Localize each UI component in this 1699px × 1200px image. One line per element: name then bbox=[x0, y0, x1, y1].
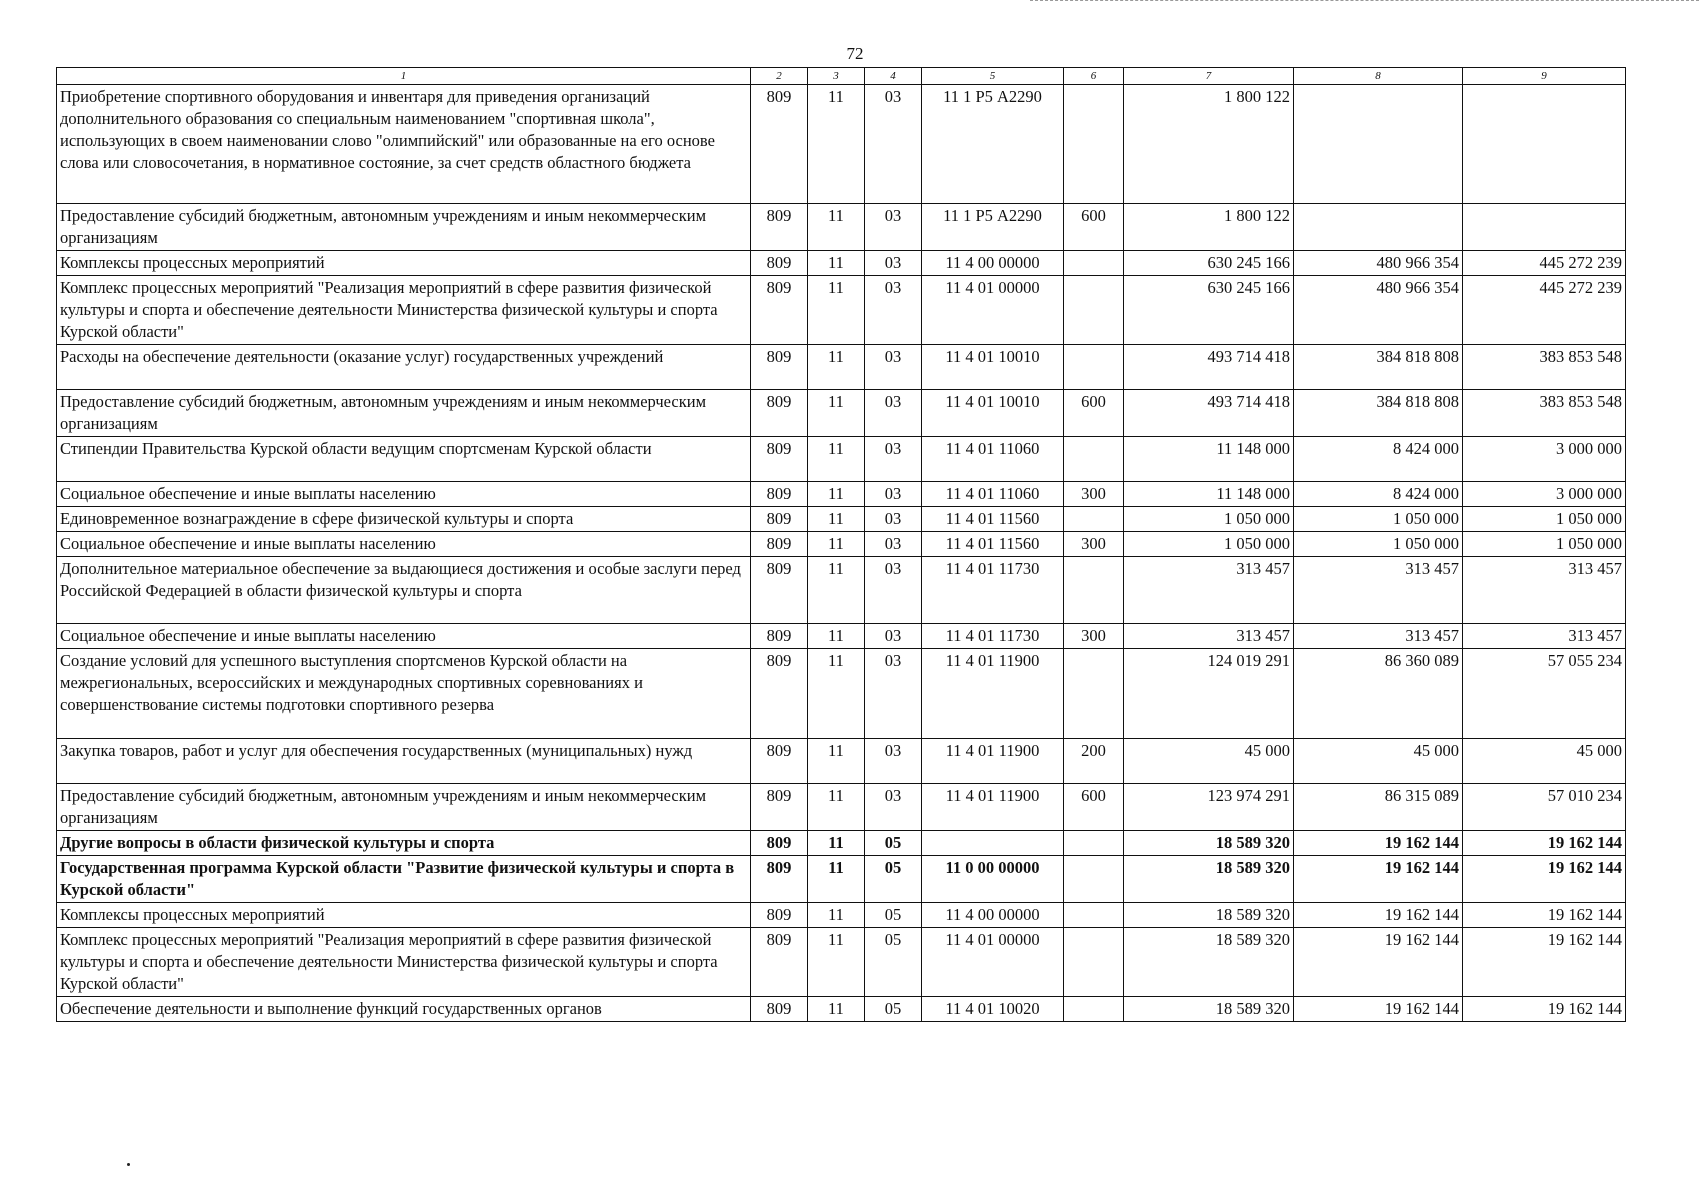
row-sum-col9: 19 162 144 bbox=[1463, 928, 1626, 997]
header-col-7: 7 bbox=[1124, 68, 1294, 85]
row-code-subsection: 03 bbox=[865, 437, 922, 482]
row-sum-col7: 1 800 122 bbox=[1124, 85, 1294, 204]
table-row bbox=[57, 557, 1626, 624]
row-code-section: 11 bbox=[808, 204, 865, 251]
row-sum-col9: 19 162 144 bbox=[1463, 903, 1626, 928]
table-row bbox=[57, 784, 1626, 831]
row-code-section: 11 bbox=[808, 928, 865, 997]
row-code-section: 11 bbox=[808, 997, 865, 1022]
row-code-expense-type bbox=[1064, 437, 1124, 482]
row-code-target: 11 4 01 11900 bbox=[922, 649, 1064, 739]
row-name: Комплексы процессных мероприятий bbox=[57, 903, 751, 928]
row-name: Единовременное вознаграждение в сфере физической культуры и спорта bbox=[57, 507, 751, 532]
row-code-section: 11 bbox=[808, 856, 865, 903]
row-code-expense-type bbox=[1064, 345, 1124, 390]
row-sum-col8: 480 966 354 bbox=[1294, 276, 1463, 345]
row-sum-col8: 384 818 808 bbox=[1294, 345, 1463, 390]
row-sum-col8: 19 162 144 bbox=[1294, 928, 1463, 997]
row-code-expense-type bbox=[1064, 507, 1124, 532]
row-code-subsection: 03 bbox=[865, 85, 922, 204]
row-code-subsection: 03 bbox=[865, 624, 922, 649]
row-code-subsection: 05 bbox=[865, 928, 922, 997]
row-sum-col7: 630 245 166 bbox=[1124, 276, 1294, 345]
row-code-section: 11 bbox=[808, 532, 865, 557]
table-row bbox=[57, 507, 1626, 532]
scan-speck bbox=[127, 1163, 130, 1166]
header-col-6: 6 bbox=[1064, 68, 1124, 85]
row-sum-col7: 18 589 320 bbox=[1124, 928, 1294, 997]
header-col-4: 4 bbox=[865, 68, 922, 85]
row-code-subsection: 03 bbox=[865, 739, 922, 784]
row-sum-col7: 1 800 122 bbox=[1124, 204, 1294, 251]
table-row bbox=[57, 345, 1626, 390]
table-row bbox=[57, 482, 1626, 507]
row-name: Создание условий для успешного выступления спортсменов Курской области на межрегиональных, всероссийских и международных спортивных соревнованиях и совершенствование системы подготовки спортивного резерва bbox=[57, 649, 751, 739]
row-code-ministry: 809 bbox=[751, 831, 808, 856]
row-sum-col8: 86 315 089 bbox=[1294, 784, 1463, 831]
row-sum-col7: 11 148 000 bbox=[1124, 437, 1294, 482]
row-sum-col8: 1 050 000 bbox=[1294, 507, 1463, 532]
row-name: Предоставление субсидий бюджетным, автономным учреждениям и иным некоммерческим организациям bbox=[57, 204, 751, 251]
row-sum-col7: 1 050 000 bbox=[1124, 532, 1294, 557]
row-sum-col8: 19 162 144 bbox=[1294, 997, 1463, 1022]
row-sum-col7: 124 019 291 bbox=[1124, 649, 1294, 739]
row-sum-col8: 19 162 144 bbox=[1294, 831, 1463, 856]
table-row bbox=[57, 903, 1626, 928]
row-code-target: 11 4 01 11060 bbox=[922, 437, 1064, 482]
row-code-expense-type: 600 bbox=[1064, 784, 1124, 831]
row-code-expense-type bbox=[1064, 928, 1124, 997]
row-code-target: 11 4 01 11060 bbox=[922, 482, 1064, 507]
table-header-row bbox=[57, 68, 1626, 85]
row-sum-col8: 1 050 000 bbox=[1294, 532, 1463, 557]
row-code-ministry: 809 bbox=[751, 903, 808, 928]
row-code-ministry: 809 bbox=[751, 997, 808, 1022]
row-code-section: 11 bbox=[808, 649, 865, 739]
row-code-section: 11 bbox=[808, 345, 865, 390]
row-name: Социальное обеспечение и иные выплаты населению bbox=[57, 532, 751, 557]
row-name: Комплекс процессных мероприятий "Реализация мероприятий в сфере развития физической культуры и спорта и обеспечение деятельности Министерства физической культуры и спорта Курской области" bbox=[57, 928, 751, 997]
row-code-target bbox=[922, 831, 1064, 856]
row-code-expense-type bbox=[1064, 557, 1124, 624]
row-code-target: 11 4 01 11900 bbox=[922, 784, 1064, 831]
row-sum-col7: 493 714 418 bbox=[1124, 390, 1294, 437]
row-code-section: 11 bbox=[808, 624, 865, 649]
row-sum-col7: 123 974 291 bbox=[1124, 784, 1294, 831]
row-sum-col7: 313 457 bbox=[1124, 624, 1294, 649]
table-row bbox=[57, 390, 1626, 437]
row-code-target: 11 4 01 10020 bbox=[922, 997, 1064, 1022]
row-code-ministry: 809 bbox=[751, 204, 808, 251]
header-col-9: 9 bbox=[1463, 68, 1626, 85]
row-sum-col8: 45 000 bbox=[1294, 739, 1463, 784]
header-col-3: 3 bbox=[808, 68, 865, 85]
row-sum-col9: 1 050 000 bbox=[1463, 507, 1626, 532]
row-name: Расходы на обеспечение деятельности (оказание услуг) государственных учреждений bbox=[57, 345, 751, 390]
row-code-expense-type bbox=[1064, 276, 1124, 345]
row-code-subsection: 03 bbox=[865, 482, 922, 507]
row-sum-col8: 8 424 000 bbox=[1294, 437, 1463, 482]
row-sum-col8: 384 818 808 bbox=[1294, 390, 1463, 437]
page-number: 72 bbox=[846, 44, 864, 63]
row-code-subsection: 03 bbox=[865, 784, 922, 831]
row-code-subsection: 03 bbox=[865, 532, 922, 557]
row-code-expense-type bbox=[1064, 85, 1124, 204]
row-sum-col8: 19 162 144 bbox=[1294, 903, 1463, 928]
table-row bbox=[57, 997, 1626, 1022]
table-row bbox=[57, 649, 1626, 739]
row-code-target: 11 4 01 00000 bbox=[922, 928, 1064, 997]
row-sum-col8 bbox=[1294, 85, 1463, 204]
row-sum-col8: 19 162 144 bbox=[1294, 856, 1463, 903]
row-sum-col8: 8 424 000 bbox=[1294, 482, 1463, 507]
row-sum-col7: 18 589 320 bbox=[1124, 856, 1294, 903]
table-row bbox=[57, 831, 1626, 856]
row-code-expense-type bbox=[1064, 649, 1124, 739]
row-sum-col8 bbox=[1294, 204, 1463, 251]
row-sum-col7: 45 000 bbox=[1124, 739, 1294, 784]
row-name: Государственная программа Курской области "Развитие физической культуры и спорта в Курской области" bbox=[57, 856, 751, 903]
table-row bbox=[57, 739, 1626, 784]
header-col-2: 2 bbox=[751, 68, 808, 85]
row-code-subsection: 03 bbox=[865, 507, 922, 532]
row-code-ministry: 809 bbox=[751, 784, 808, 831]
row-code-subsection: 05 bbox=[865, 831, 922, 856]
row-code-target: 11 4 01 11730 bbox=[922, 624, 1064, 649]
row-code-section: 11 bbox=[808, 251, 865, 276]
row-sum-col8: 480 966 354 bbox=[1294, 251, 1463, 276]
row-code-expense-type bbox=[1064, 997, 1124, 1022]
row-code-expense-type: 300 bbox=[1064, 482, 1124, 507]
row-sum-col7: 1 050 000 bbox=[1124, 507, 1294, 532]
row-code-ministry: 809 bbox=[751, 85, 808, 204]
row-sum-col9: 19 162 144 bbox=[1463, 997, 1626, 1022]
header-col-1: 1 bbox=[57, 68, 751, 85]
row-sum-col8: 313 457 bbox=[1294, 557, 1463, 624]
row-sum-col7: 493 714 418 bbox=[1124, 345, 1294, 390]
row-code-expense-type: 600 bbox=[1064, 204, 1124, 251]
row-code-target: 11 4 01 10010 bbox=[922, 390, 1064, 437]
row-sum-col7: 18 589 320 bbox=[1124, 831, 1294, 856]
row-name: Стипендии Правительства Курской области ведущим спортсменам Курской области bbox=[57, 437, 751, 482]
row-name: Предоставление субсидий бюджетным, автономным учреждениям и иным некоммерческим организациям bbox=[57, 390, 751, 437]
header-col-5: 5 bbox=[922, 68, 1064, 85]
table-row bbox=[57, 251, 1626, 276]
row-code-target: 11 4 01 11560 bbox=[922, 532, 1064, 557]
row-code-ministry: 809 bbox=[751, 739, 808, 784]
row-sum-col9: 1 050 000 bbox=[1463, 532, 1626, 557]
row-name: Социальное обеспечение и иные выплаты населению bbox=[57, 482, 751, 507]
row-code-ministry: 809 bbox=[751, 532, 808, 557]
row-code-section: 11 bbox=[808, 903, 865, 928]
row-code-target: 11 4 01 11900 bbox=[922, 739, 1064, 784]
row-code-section: 11 bbox=[808, 784, 865, 831]
row-code-subsection: 03 bbox=[865, 649, 922, 739]
row-name: Предоставление субсидий бюджетным, автономным учреждениям и иным некоммерческим организациям bbox=[57, 784, 751, 831]
row-code-ministry: 809 bbox=[751, 557, 808, 624]
row-name: Закупка товаров, работ и услуг для обеспечения государственных (муниципальных) нужд bbox=[57, 739, 751, 784]
table-row bbox=[57, 624, 1626, 649]
row-sum-col9: 3 000 000 bbox=[1463, 482, 1626, 507]
row-code-expense-type bbox=[1064, 251, 1124, 276]
row-code-target: 11 4 01 00000 bbox=[922, 276, 1064, 345]
row-code-ministry: 809 bbox=[751, 276, 808, 345]
scan-top-edge bbox=[1030, 0, 1699, 3]
row-code-target: 11 0 00 00000 bbox=[922, 856, 1064, 903]
row-sum-col9: 313 457 bbox=[1463, 557, 1626, 624]
row-code-ministry: 809 bbox=[751, 856, 808, 903]
row-code-section: 11 bbox=[808, 831, 865, 856]
row-code-subsection: 03 bbox=[865, 345, 922, 390]
row-sum-col9: 383 853 548 bbox=[1463, 345, 1626, 390]
table-body bbox=[57, 85, 1626, 1022]
row-code-subsection: 03 bbox=[865, 557, 922, 624]
row-sum-col7: 18 589 320 bbox=[1124, 997, 1294, 1022]
row-name: Социальное обеспечение и иные выплаты населению bbox=[57, 624, 751, 649]
row-code-section: 11 bbox=[808, 390, 865, 437]
row-sum-col7: 11 148 000 bbox=[1124, 482, 1294, 507]
row-sum-col9: 57 010 234 bbox=[1463, 784, 1626, 831]
row-code-subsection: 03 bbox=[865, 251, 922, 276]
row-code-expense-type bbox=[1064, 903, 1124, 928]
row-code-ministry: 809 bbox=[751, 624, 808, 649]
row-sum-col9: 445 272 239 bbox=[1463, 251, 1626, 276]
row-code-expense-type: 200 bbox=[1064, 739, 1124, 784]
row-sum-col9: 45 000 bbox=[1463, 739, 1626, 784]
row-sum-col9: 383 853 548 bbox=[1463, 390, 1626, 437]
row-sum-col7: 630 245 166 bbox=[1124, 251, 1294, 276]
row-code-target: 11 4 00 00000 bbox=[922, 251, 1064, 276]
row-code-section: 11 bbox=[808, 557, 865, 624]
row-code-target: 11 4 01 10010 bbox=[922, 345, 1064, 390]
row-code-target: 11 1 Р5 А2290 bbox=[922, 204, 1064, 251]
row-sum-col9: 3 000 000 bbox=[1463, 437, 1626, 482]
row-code-subsection: 03 bbox=[865, 390, 922, 437]
row-code-ministry: 809 bbox=[751, 345, 808, 390]
row-code-ministry: 809 bbox=[751, 251, 808, 276]
row-name: Комплексы процессных мероприятий bbox=[57, 251, 751, 276]
row-code-ministry: 809 bbox=[751, 507, 808, 532]
row-code-subsection: 03 bbox=[865, 204, 922, 251]
row-sum-col9: 19 162 144 bbox=[1463, 831, 1626, 856]
row-code-expense-type: 300 bbox=[1064, 532, 1124, 557]
header-col-8: 8 bbox=[1294, 68, 1463, 85]
row-name: Комплекс процессных мероприятий "Реализация мероприятий в сфере развития физической культуры и спорта и обеспечение деятельности Министерства физической культуры и спорта Курской области" bbox=[57, 276, 751, 345]
row-sum-col9: 57 055 234 bbox=[1463, 649, 1626, 739]
table-row bbox=[57, 85, 1626, 204]
row-sum-col7: 18 589 320 bbox=[1124, 903, 1294, 928]
row-code-subsection: 05 bbox=[865, 997, 922, 1022]
row-sum-col7: 313 457 bbox=[1124, 557, 1294, 624]
row-code-ministry: 809 bbox=[751, 390, 808, 437]
row-code-subsection: 03 bbox=[865, 276, 922, 345]
table-row bbox=[57, 437, 1626, 482]
row-code-target: 11 4 00 00000 bbox=[922, 903, 1064, 928]
row-sum-col9 bbox=[1463, 204, 1626, 251]
row-code-section: 11 bbox=[808, 276, 865, 345]
row-code-section: 11 bbox=[808, 739, 865, 784]
row-sum-col9: 445 272 239 bbox=[1463, 276, 1626, 345]
row-code-section: 11 bbox=[808, 482, 865, 507]
table-row bbox=[57, 856, 1626, 903]
table-row bbox=[57, 276, 1626, 345]
row-code-expense-type: 300 bbox=[1064, 624, 1124, 649]
row-name: Обеспечение деятельности и выполнение функций государственных органов bbox=[57, 997, 751, 1022]
row-code-target: 11 4 01 11730 bbox=[922, 557, 1064, 624]
row-code-expense-type bbox=[1064, 856, 1124, 903]
row-code-expense-type bbox=[1064, 831, 1124, 856]
row-name: Другие вопросы в области физической культуры и спорта bbox=[57, 831, 751, 856]
row-sum-col8: 86 360 089 bbox=[1294, 649, 1463, 739]
row-code-ministry: 809 bbox=[751, 437, 808, 482]
row-code-ministry: 809 bbox=[751, 928, 808, 997]
table-row bbox=[57, 532, 1626, 557]
table-row bbox=[57, 928, 1626, 997]
row-code-section: 11 bbox=[808, 437, 865, 482]
row-sum-col9: 19 162 144 bbox=[1463, 856, 1626, 903]
row-sum-col9 bbox=[1463, 85, 1626, 204]
row-sum-col9: 313 457 bbox=[1463, 624, 1626, 649]
row-code-target: 11 4 01 11560 bbox=[922, 507, 1064, 532]
row-code-subsection: 05 bbox=[865, 856, 922, 903]
row-code-section: 11 bbox=[808, 85, 865, 204]
row-code-section: 11 bbox=[808, 507, 865, 532]
row-code-subsection: 05 bbox=[865, 903, 922, 928]
row-code-target: 11 1 Р5 А2290 bbox=[922, 85, 1064, 204]
row-code-expense-type: 600 bbox=[1064, 390, 1124, 437]
row-sum-col8: 313 457 bbox=[1294, 624, 1463, 649]
budget-table bbox=[56, 67, 1626, 1022]
row-name: Приобретение спортивного оборудования и инвентаря для приведения организаций дополнительного образования со специальным наименованием "спортивная школа", использующих в своем наименовании слово "олимпийский" или образованные на его основе слова или словосочетания, в нормативное состояние, за счет средств областного бюджета bbox=[57, 85, 751, 204]
row-code-ministry: 809 bbox=[751, 649, 808, 739]
row-name: Дополнительное материальное обеспечение за выдающиеся достижения и особые заслуги перед Российской Федерацией в области физической культуры и спорта bbox=[57, 557, 751, 624]
row-code-ministry: 809 bbox=[751, 482, 808, 507]
table-row bbox=[57, 204, 1626, 251]
